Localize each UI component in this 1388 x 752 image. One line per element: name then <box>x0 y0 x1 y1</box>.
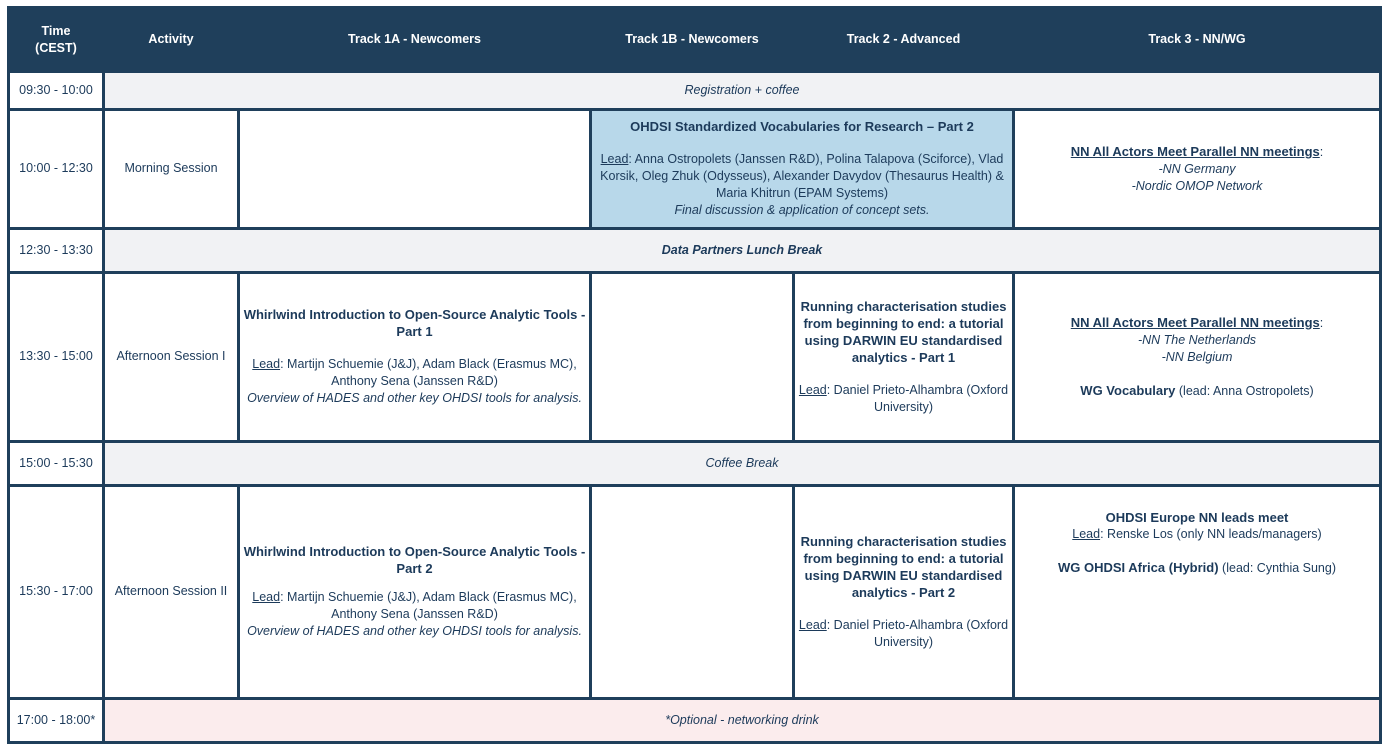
track3-cell <box>1014 110 1381 229</box>
time-cell: 15:30 - 17:00 <box>9 485 104 698</box>
session-title: Running characterisation studies from beginning to end: a tutorial using DARWIN EU standardised analytics - Part 1 <box>800 298 1007 365</box>
lead-label: Lead <box>252 590 281 605</box>
nn-item: -NN Germany <box>1158 161 1236 176</box>
spacer <box>595 135 1009 151</box>
lead-text: : Martijn Schuemie (J&J), Adam Black (Erasmus MC), Anthony Sena (Janssen R&D) <box>280 357 577 389</box>
activity-cell: Afternoon Session II <box>104 485 239 698</box>
track2-session-cell <box>794 272 1014 441</box>
time-cell: 17:00 - 18:00* <box>9 698 104 742</box>
nn-item: -NN Belgium <box>1161 349 1233 364</box>
nn-meetings-title: NN All Actors Meet Parallel NN meetings <box>1070 314 1320 330</box>
spacer <box>1018 366 1376 382</box>
wg-text: (lead: Anna Ostropolets) <box>1175 383 1314 398</box>
wg-title: WG Vocabulary <box>1080 382 1176 398</box>
header-track1b: Track 1B - Newcomers <box>591 8 794 72</box>
table-row-afternoon1 <box>9 272 1381 441</box>
lead-label: Lead <box>252 357 281 372</box>
track3-cell <box>1014 485 1381 698</box>
session-title: Whirlwind Introduction to Open-Source Analytic Tools - Part 1 <box>243 307 586 340</box>
vocab-session-cell <box>591 110 1014 229</box>
lead-text: : Renske Los (only NN leads/managers) <box>1100 526 1322 541</box>
session-title: Running characterisation studies from beginning to end: a tutorial using DARWIN EU standardised analytics - Part 2 <box>800 533 1007 600</box>
header-row <box>9 8 1381 72</box>
time-cell: 13:30 - 15:00 <box>9 272 104 441</box>
lead-label: Lead <box>600 152 629 167</box>
table-row-morning <box>9 110 1381 229</box>
lead-label: Lead <box>798 617 827 632</box>
lead-text: : Daniel Prieto-Alhambra (Oxford University) <box>826 382 1009 414</box>
lead-label: Lead <box>1072 526 1101 541</box>
nn-item: -NN The Netherlands <box>1137 332 1257 347</box>
track1b-empty-cell <box>591 272 794 441</box>
nn-meetings-title: NN All Actors Meet Parallel NN meetings <box>1070 143 1320 159</box>
header-time <box>9 8 104 72</box>
activity-cell: Morning Session <box>104 110 239 229</box>
time-cell: 15:00 - 15:30 <box>9 441 104 485</box>
track1b-empty-cell <box>591 485 794 698</box>
lead-text: : Martijn Schuemie (J&J), Adam Black (Erasmus MC), Anthony Sena (Janssen R&D) <box>280 590 577 622</box>
coffee-cell: Coffee Break <box>104 441 1381 485</box>
wg-text: (lead: Cynthia Sung) <box>1218 560 1337 575</box>
header-time-line1: Time <box>41 23 71 38</box>
track1a-session-cell <box>239 272 591 441</box>
track2-session-cell <box>794 485 1014 698</box>
header-track1a: Track 1A - Newcomers <box>239 8 591 72</box>
nn-item: -Nordic OMOP Network <box>1131 178 1263 193</box>
title-suffix: : <box>1319 144 1324 159</box>
spacer <box>243 340 586 356</box>
session-title: Whirlwind Introduction to Open-Source Analytic Tools - Part 2 <box>243 544 586 577</box>
lead-text: : Anna Ostropolets (Janssen R&D), Polina Talapova (Sciforce), Vlad Korsik, Oleg Zhuk (Odysseus), Alexander Davydov (Thesaurus Health) & Maria Khitrun (EPAM Systems) <box>600 152 1004 201</box>
lunch-cell: Data Partners Lunch Break <box>104 228 1381 272</box>
table-row-coffee <box>9 441 1381 485</box>
session-description: Overview of HADES and other key OHDSI tools for analysis. <box>247 624 582 639</box>
session-description: Overview of HADES and other key OHDSI tools for analysis. <box>247 391 582 406</box>
session-description: Final discussion & application of concept sets. <box>674 203 930 218</box>
table-row-lunch <box>9 228 1381 272</box>
spacer <box>243 577 586 589</box>
title-suffix: : <box>1319 315 1324 330</box>
session-title: OHDSI Standardized Vocabularies for Research – Part 2 <box>630 119 974 135</box>
header-time-line2: (CEST) <box>35 40 77 55</box>
header-track2: Track 2 - Advanced <box>794 8 1014 72</box>
spacer <box>1018 543 1376 559</box>
track3-cell <box>1014 272 1381 441</box>
spacer <box>798 366 1009 382</box>
spacer <box>798 601 1009 617</box>
schedule-table <box>7 6 1382 744</box>
activity-cell: Afternoon Session I <box>104 272 239 441</box>
header-track3: Track 3 - NN/WG <box>1014 8 1381 72</box>
track1a-empty-cell <box>239 110 591 229</box>
table-row-afternoon2 <box>9 485 1381 698</box>
schedule-container <box>7 6 1379 744</box>
time-cell: 09:30 - 10:00 <box>9 72 104 110</box>
lead-text: : Daniel Prieto-Alhambra (Oxford University) <box>826 617 1009 649</box>
wg-title: WG OHDSI Africa (Hybrid) <box>1057 559 1219 575</box>
time-cell: 12:30 - 13:30 <box>9 228 104 272</box>
drink-cell: *Optional - networking drink <box>104 698 1381 742</box>
header-activity: Activity <box>104 8 239 72</box>
time-cell: 10:00 - 12:30 <box>9 110 104 229</box>
nn-leads-title: OHDSI Europe NN leads meet <box>1105 509 1289 525</box>
lead-label: Lead <box>798 382 827 397</box>
table-row-registration <box>9 72 1381 110</box>
registration-cell: Registration + coffee <box>104 72 1381 110</box>
track1a-session-cell <box>239 485 591 698</box>
table-row-drink <box>9 698 1381 742</box>
